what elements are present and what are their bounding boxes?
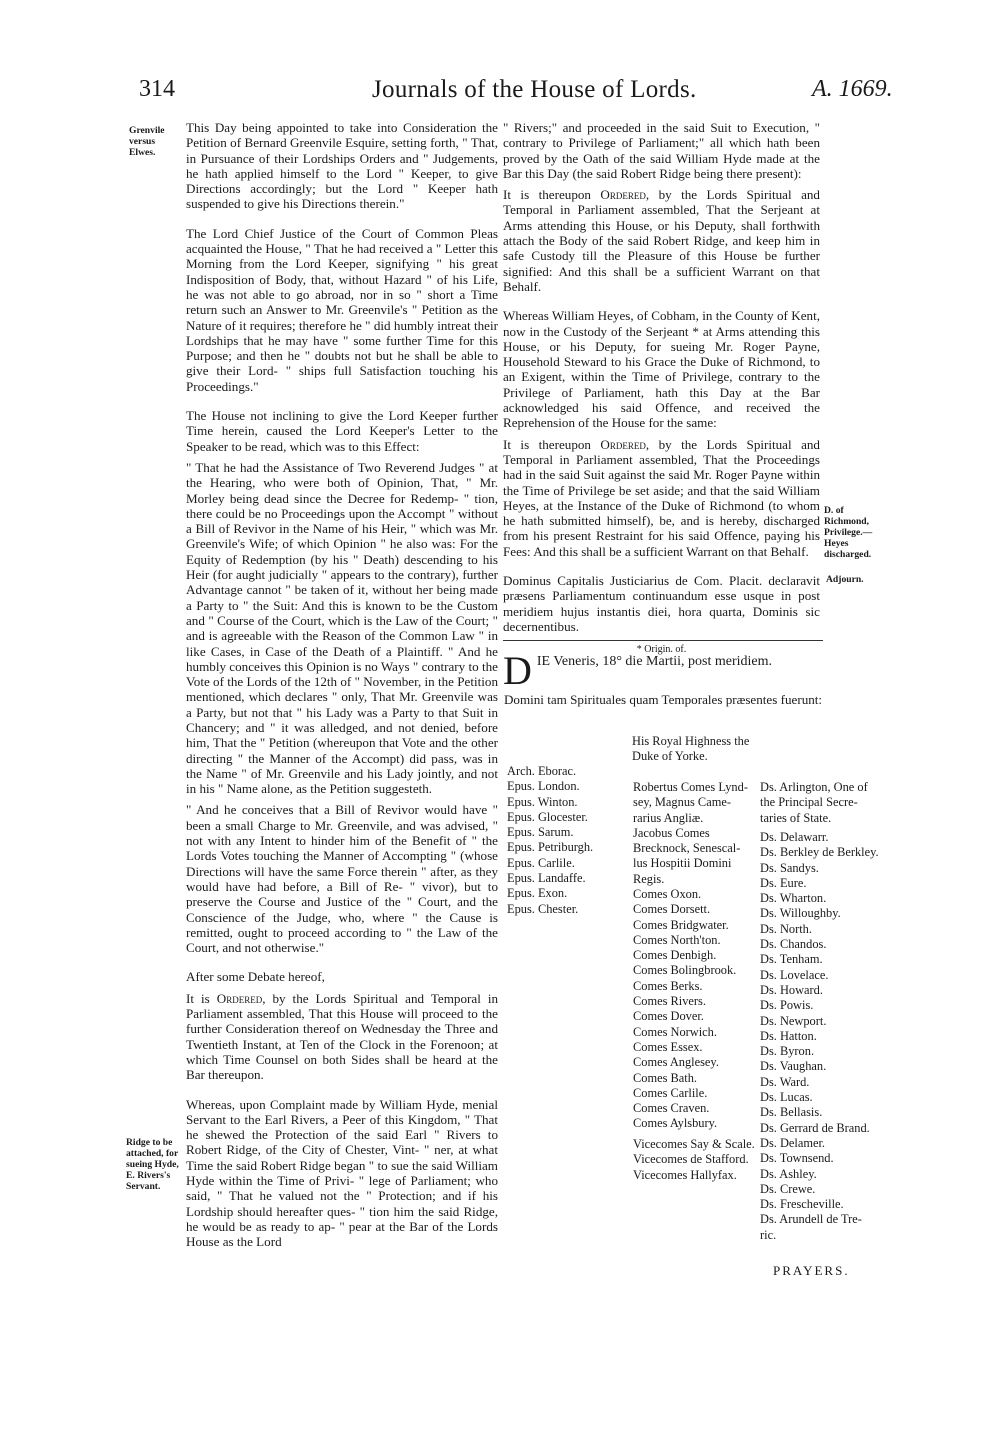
attendee-barons: Ds. Arundell de Tre- (760, 1212, 862, 1227)
attendee-barons-first: Ds. Arlington, One of (760, 780, 868, 794)
attendee-earls: Comes Carlile. (633, 1085, 708, 1100)
attendee-barons: Ds. Lovelace. (760, 967, 829, 982)
attendee-barons: Ds. Frescheville. (760, 1197, 844, 1212)
officers-list (633, 780, 748, 887)
attendee-officers: rarius Angliæ. (633, 810, 704, 825)
attendee-barons: Ds. North. (760, 921, 812, 936)
ordered-word: Ordered (600, 436, 646, 452)
attendee-officers: lus Hospitii Domini (633, 856, 732, 871)
attendee-bishops: Epus. Chester. (507, 901, 579, 916)
attendee-barons: Ds. Byron. (760, 1044, 815, 1059)
attendee-viscounts: Vicecomes de Stafford. (633, 1152, 749, 1167)
attendee-barons: Ds. Eure. (760, 875, 807, 890)
attendee-viscounts: Vicecomes Say & Scale. (633, 1137, 755, 1151)
attendee-earls: Comes Norwich. (633, 1024, 717, 1039)
attendee-officers: Robertus Comes Lynd- (633, 780, 748, 794)
margin-note-adjourn: Adjourn. (826, 574, 864, 585)
attendee-barons: Ds. Wharton. (760, 891, 827, 906)
footnote: * Origin. of. (636, 644, 687, 656)
attendee-bishops: Arch. Eborac. (507, 764, 577, 778)
drop-cap: D (503, 648, 532, 693)
attendee-barons: Ds. Tenham. (760, 952, 823, 967)
attendee-earls: Comes North'ton. (633, 932, 721, 947)
attendee-earls: Comes Craven. (633, 1101, 710, 1116)
attendee-barons: Ds. Howard. (760, 982, 823, 997)
attendee-earls: Comes Aylsbury. (633, 1116, 718, 1131)
attendee-barons: Ds. Newport. (760, 1013, 827, 1028)
paragraph-chief-justice: The Lord Chief Justice of the Court of Common Pleas acquainted the House, " That he had received a " Letter this Morning from the Lord Keeper, signifying " his great Indisposition of Body, that, without Hazard " of his Life, he was not able to go abroad, nor in so " short a Time return such an Answer to Mr. Greenvile's " Petition as the Nature of it requires; therefore he " did humbly intreat their Lordships that he may have " some further Time for this Purpose; and then he " doubts not but he shall be able to give their Lord- " ships full Satisfaction touching his Proceedings." (186, 225, 498, 394)
attendee-bishops: Epus. Winton. (507, 794, 578, 809)
attendee-earls: Comes Bath. (633, 1070, 698, 1085)
attendee-earls: Comes Dover. (633, 1009, 704, 1024)
attendance-heading: Domini tam Spirituales quam Temporales præsentes fuerunt: (503, 692, 823, 707)
barons-first-entry (760, 780, 868, 826)
attendee-barons: Ds. Crewe. (760, 1181, 816, 1196)
attendee-barons: ric. (760, 1227, 777, 1242)
attendee-earls: Comes Denbigh. (633, 948, 717, 963)
paragraph-order-heyes: It is thereupon Ordered, by the Lords Spiritual and Temporal in Parliament assembled, That the Proceedings had in the said Suit against the said Mr. Roger Payne within the Time of Privilege be set aside; and that the said William Heyes, at the Instance of the Duke of Richmond (to whom he hath submitted himself), be, and is hereby, discharged from his present Restraint for his said Offence, paying his Fees: And this shall be a sufficient Warrant on that Behalf. (503, 436, 820, 559)
paragraph-letter-read: The House not inclining to give the Lord Keeper further Time herein, caused the Lord Keeper's Letter to the Speaker to be read, which was to this Effect: (186, 408, 498, 454)
attendee-bishops: Epus. Sarum. (507, 825, 574, 840)
attendee-officers: sey, Magnus Came- (633, 795, 731, 810)
attendee-barons-first: the Principal Secre- (760, 795, 858, 810)
margin-note-greenvile: Grenvile versus Elwes. (129, 125, 165, 158)
attendee-earls: Comes Bridgwater. (633, 917, 729, 932)
paragraph-debate: After some Debate hereof, (186, 969, 325, 985)
paragraph-greenvile-petition: This Day being appointed to take into Consideration the Petition of Bernard Greenvile Esquire, setting forth, " That, in Pursuance of their Lordships Orders and " Judgements, he hath applied himself to the Lord " Keeper, to give Directions accordingly; but the Lord " Keeper hath suspended to give his Directions therein." (186, 120, 498, 212)
paragraph-rivers: " Rivers;" and proceeded in the said Suit to Execution, " contrary to Privilege of Parliament;" all which hath been proved by the Oath of the said William Hyde made at the Bar this Day (the said Robert Ridge being there present): (503, 120, 820, 181)
attendee-barons: Ds. Vaughan. (760, 1059, 827, 1074)
viscounts-list (633, 1137, 755, 1183)
attendee-barons: Ds. Delamer. (760, 1135, 826, 1150)
paragraph-heyes: Whereas William Heyes, of Cobham, in the County of Kent, now in the Custody of the Serjeant * at Arms attending this House, or his Deputy, for sueing Mr. Roger Payne, Household Steward to his Grace the Duke of Richmond, to an Exigent, within the Time of Privilege, contrary to the Privilege of Parliament, hath this Day at the Bar acknowledged his said Offence, and received the Reprehension of the House for the same: (503, 308, 820, 431)
bishops-list (507, 764, 593, 917)
attendee-earls: Comes Anglesey. (633, 1055, 719, 1070)
section-divider (503, 640, 823, 641)
attendee-barons: Ds. Powis. (760, 998, 814, 1013)
attendee-barons: Ds. Gerrard de Brand. (760, 1120, 870, 1135)
sitting-date: DIE Veneris, 18° die Martii, post meridiem. (503, 648, 773, 693)
page-year: A. 1669. (812, 76, 893, 102)
attendee-earls: Comes Bolingbrook. (633, 963, 737, 978)
attendee-barons: Ds. Delawarr. (760, 830, 829, 844)
catchword: PRAYERS. (773, 1263, 850, 1278)
paragraph-order-ridge: It is thereupon Ordered, by the Lords Spiritual and Temporal in Parliament assembled, That the Serjeant at Arms attending this House, or his Deputy, shall forthwith attach the Body of the said Robert Ridge, and keep him in safe Custody till the Pleasure of this House be further signified: And this shall be a sufficient Warrant on that Behalf. (503, 187, 820, 294)
attendee-barons: Ds. Ashley. (760, 1166, 817, 1181)
attendee-barons-first: taries of State. (760, 810, 832, 825)
ordered-word: Ordered (600, 187, 646, 203)
attendee-barons: Ds. Sandys. (760, 860, 819, 875)
left-column (186, 120, 498, 1249)
attendee-officers: Regis. (633, 871, 665, 886)
attendee-earls: Comes Oxon. (633, 887, 702, 901)
attendee-viscounts: Vicecomes Hallyfax. (633, 1167, 737, 1182)
attendee-earls: Comes Rivers. (633, 994, 706, 1009)
attendee-bishops: Epus. Exon. (507, 886, 568, 901)
attendee-earls: Comes Berks. (633, 978, 703, 993)
attendee-bishops: Epus. Landaffe. (507, 871, 586, 886)
paragraph-adjournment: Dominus Capitalis Justiciarius de Com. Placit. declaravit præsens Parliamentum continuandum esse usque in post meridiem hujus instantis diei, hora quarta, Dominis sic decernentibus. (503, 573, 820, 634)
attendee-officers: Brecknock, Senescal- (633, 841, 741, 856)
paragraph-letter-body-2: " And he conceives that a Bill of Revivor would have " been a small Charge to Mr. Greenvile, and was advised, " not with any Intent to hinder him of the Benefit of " the Lords Votes touching the Manner of Accompting " (whose Directions will have the same Force therein " after, as they would have had before, a Bill of Re- " vivor), but to preserve the Course and Justice of the " Court, and the Conscience of the Judge, who, where " the Cause is remitted, ought to proceed according to " the Law of the Court, and not otherwise." (186, 802, 498, 956)
attendee-bishops: Epus. Glocester. (507, 809, 588, 824)
attendee-earls: Comes Dorsett. (633, 902, 711, 917)
right-column (503, 120, 820, 658)
earls-list (633, 887, 736, 1132)
margin-note-ridge: Ridge to be attached, for sueing Hyde, E. Rivers's Servant. (126, 1137, 179, 1192)
attendee-barons: Ds. Chandos. (760, 937, 827, 952)
attendee-bishops: Epus. London. (507, 779, 580, 794)
attendee-barons: Ds. Lucas. (760, 1090, 813, 1105)
attendee-bishops: Epus. Petriburgh. (507, 840, 594, 855)
paragraph-letter-body: " That he had the Assistance of Two Reverend Judges " at the Hearing, who were both of Opinion, That, " Mr. Morley being dead since the Decree for Redemp- " tion, there could be no Proceedings upon the Accompt " without a Bill of Revivor in the Name of his Heir, " which was Mr. Greenvile's Wife; of which Opinion " he also was: For the Equity of Redemption (by his " Death) descending to his Heir (for aught judicially " appears to the contrary), further Advantage cannot " be taken of it, without her being made a Party to " the Suit: And this is known to be the Custom and " Course of the Court, which is the Law of the Court; " and is agreeable with the Reason of the Common Law " in like Cases, in Case of the Death of a Plaintiff. " And he humbly conceives this Opinion is no Ways " contrary to the Vote of the Lords of the 12th of " November, in the Petition mentioned, which declares " only, That Mr. Greenvile was a Party, but not that " his Lady was a Party to that Suit in Chancery; and " it was alledged, and not denied, before him, That the " Petition (whereupon that Vote and the other directing " the Manner of the Accompt) did pass, was in the Name " of Mr. Greenvile and his Lady jointly, and not in his " Name alone, as the Petition suggesteth. (186, 459, 498, 797)
ordered-word: Ordered (216, 990, 263, 1006)
attendee-barons: Ds. Willoughby. (760, 906, 841, 921)
attendee-bishops: Epus. Carlile. (507, 855, 575, 870)
attendee-barons: Ds. Townsend. (760, 1151, 834, 1166)
attendee-barons: Ds. Bellasis. (760, 1105, 823, 1120)
margin-note-richmond: D. of Richmond, Privilege.— Heyes discharged. (824, 505, 873, 560)
attendee-earls: Comes Essex. (633, 1039, 703, 1054)
barons-list (760, 830, 879, 1243)
paragraph-hyde-complaint: Whereas, upon Complaint made by William Hyde, menial Servant to the Earl Rivers, a Peer of this Kingdom, " That he shewed the Protection of the said Earl " Rivers to Robert Ridge, of the City of Chester, Vint- " ner, at what Time the said Robert Ridge began " to sue the said William Hyde within the Time of Privi- " lege of Parliament; who said, " That he valued not the " Protection; and if his Lordship should hereafter ques- " tion him the said Ridge, he would be as ready to ap- " pear at the Bar of the Lords House as the Lord (186, 1096, 498, 1250)
attendee-officers: Jacobus Comes (633, 825, 710, 840)
attendee-barons: Ds. Ward. (760, 1074, 810, 1089)
page-title: Journals of the House of Lords. (372, 76, 697, 103)
page-number: 314 (139, 76, 175, 102)
attendee-barons: Ds. Berkley de Berkley. (760, 845, 879, 860)
attendee-barons: Ds. Hatton. (760, 1028, 817, 1043)
royal-attendee: His Royal Highness the Duke of Yorke. (632, 734, 750, 764)
paragraph-order-greenvile: It is Ordered, by the Lords Spiritual and Temporal in Parliament assembled, That this House will proceed to the further Consideration thereof on Wednesday the Three and Twentieth Instant, at Ten of the Clock in the Forenoon; at which Time Counsel on both Sides shall be heard at the Bar thereupon. (186, 990, 499, 1083)
